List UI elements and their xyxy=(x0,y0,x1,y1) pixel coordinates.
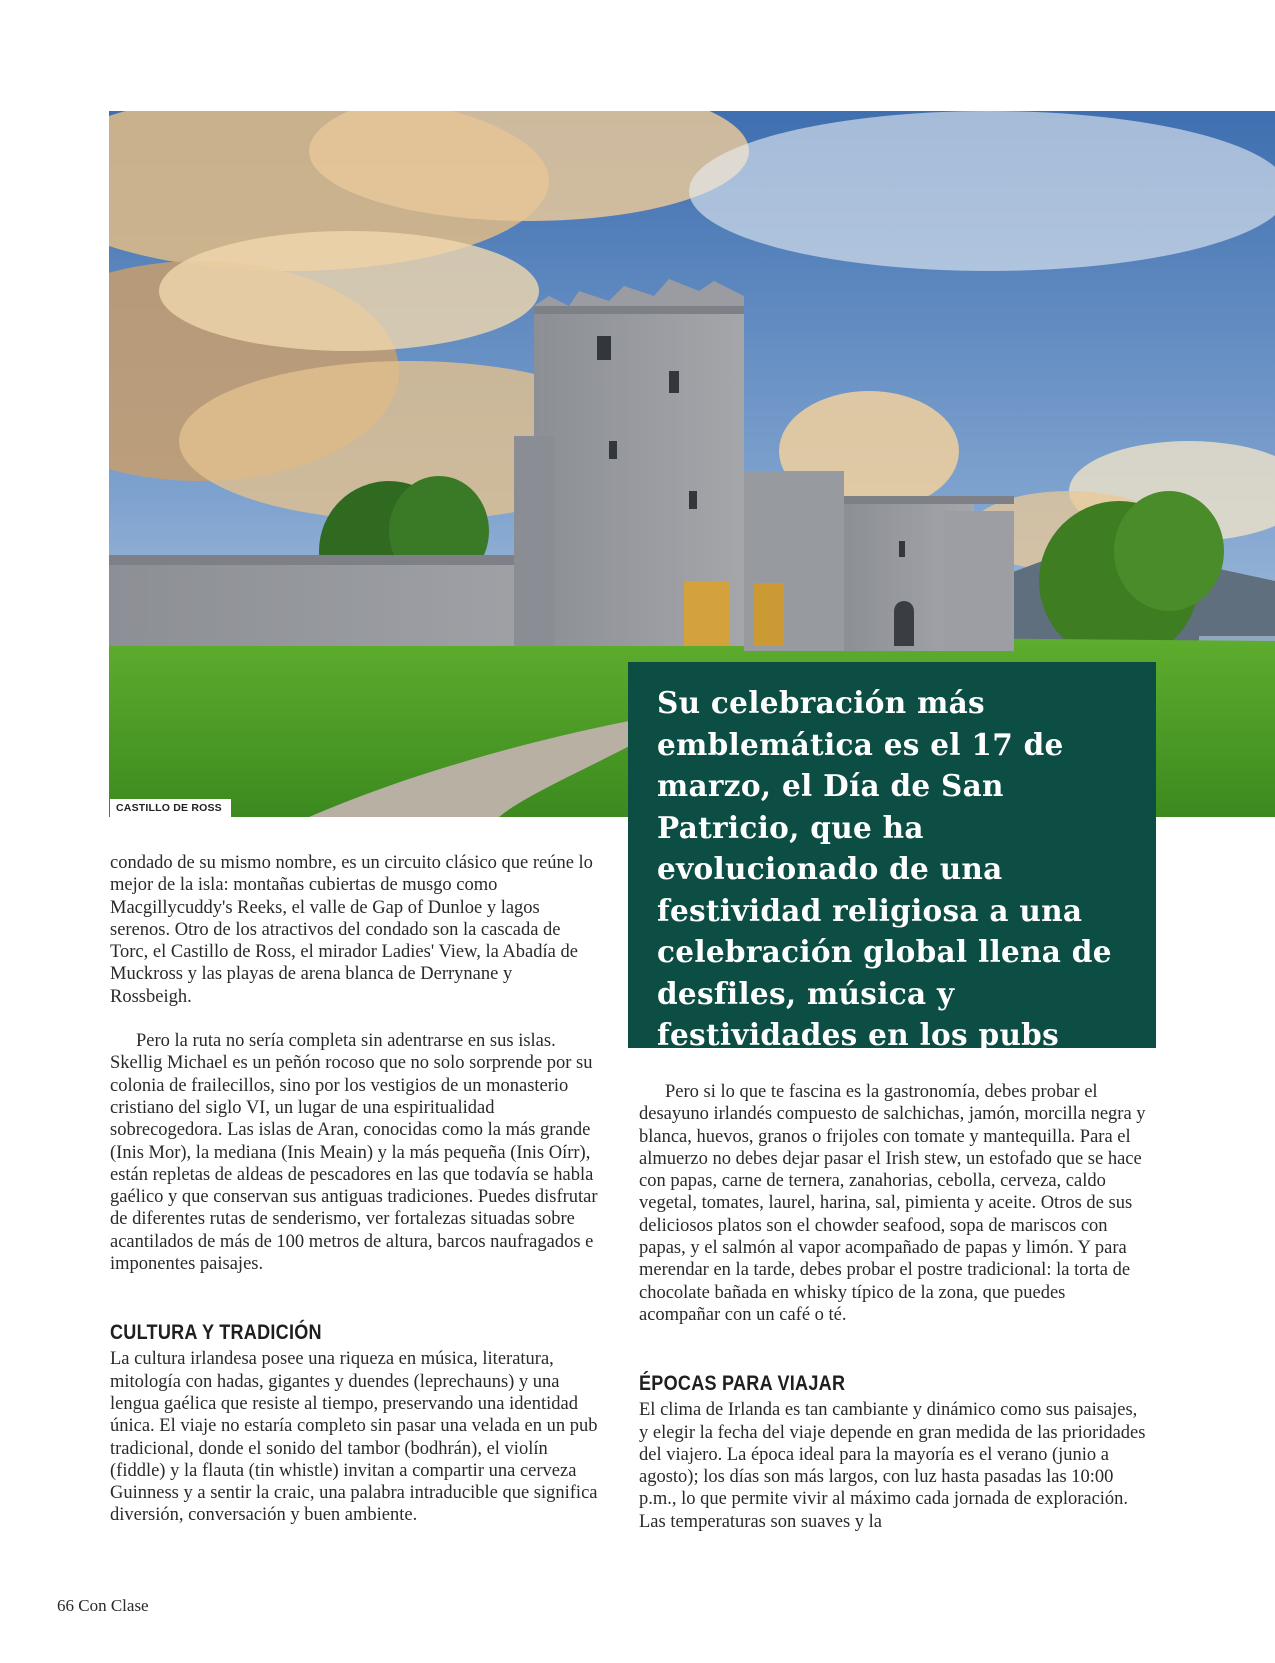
section-heading-seasons: ÉPOCAS PARA VIAJAR xyxy=(639,1371,846,1396)
pull-quote-text: Su celebración más emblemática es el 17 de marzo, el Día de San Patricio, que ha evolucionado de una festividad religiosa a una celebración global llena de desfiles, música y festividades en los pubs xyxy=(657,685,1112,1052)
pull-quote-box xyxy=(628,662,1156,1052)
paragraph: La cultura irlandesa posee una riqueza en música, literatura, mitología con hadas, gigantes y duendes (leprechauns) y una lengua gaélica que resiste al tiempo, preservando una identidad única. El viaje no estaría completo sin pasar una velada en un pub tradicional, donde el sonido del tambor (bodhrán), el violín (fiddle) y la flauta (tin whistle) invitan a compartir una cerveza Guinness y a sentir la craic, una palabra intraducible que significa diversión, conversación y buen ambiente. xyxy=(110,1349,598,1526)
page-footer xyxy=(57,1596,149,1616)
paragraph: condado de su mismo nombre, es un circuito clásico que reúne lo mejor de la isla: montañas cubiertas de musgo como Macgillycuddy's Reeks, el valle de Gap of Dunloe y lagos serenos. Otro de los atractivos del condado son la cascada de Torc, el Castillo de Ross, el mirador Ladies' View, la Abadía de Muckross y las playas de arena blanca de Derrynane y Rossbeigh. xyxy=(110,853,593,1007)
section-heading-culture: CULTURA Y TRADICIÓN xyxy=(110,1320,322,1345)
paragraph: Pero la ruta no sería completa sin adentrarse en sus islas. Skellig Michael es un peñón rocoso que no solo sorprende por su colonia de frailecillos, sino por los vestigios de un monasterio cristiano del siglo VI, un lugar de una espiritualidad sobrecogedora. Las islas de Aran, conocidas como la más grande (Inis Mor), la mediana (Inis Meain) y la más pequeña (Inis Oírr), están repletas de aldeas de pescadores en las que todavía se habla gaélico y que conservan sus antiguas tradiciones. Puedes disfrutar de diferentes rutas de senderismo, ver fortalezas situadas sobre acantilados de más de 100 metros de altura, barcos naufragados e imponentes paisajes. xyxy=(110,1031,598,1275)
left-column xyxy=(110,852,598,1527)
magazine-name: Con Clase xyxy=(78,1596,149,1615)
photo-caption: CASTILLO DE ROSS xyxy=(110,799,231,817)
paragraph: El clima de Irlanda es tan cambiante y dinámico como sus paisajes, y elegir la fecha del viaje depende en gran medida de las prioridades del viajero. La época ideal para la mayoría es el verano (junio a agosto); los días son más largos, con luz hasta pasadas las 10:00 p.m., lo que permite vivir al máximo cada jornada de exploración. Las temperaturas son suaves y la xyxy=(639,1400,1146,1532)
paragraph: Pero si lo que te fascina es la gastronomía, debes probar el desayuno irlandés compuesto de salchichas, jamón, morcilla negra y blanca, huevos, granos o frijoles con tomate y mantequilla. Para el almuerzo no debes dejar pasar el Irish stew, un estofado que se hace con papas, carne de ternera, zanahorias, cebolla, cerveza, caldo vegetal, tomates, laurel, harina, sal, pimienta y aceite. Otros de sus deliciosos platos son el chowder seafood, sopa de mariscos con papas, y el salmón al vapor acompañado de papas y limón. Y para merendar en la tarde, debes probar el postre tradicional: la torta de chocolate bañada en whisky típico de la zona, que puedes acompañar con un café o té. xyxy=(639,1082,1146,1325)
page-number: 66 xyxy=(57,1596,74,1615)
right-column xyxy=(639,1081,1149,1533)
